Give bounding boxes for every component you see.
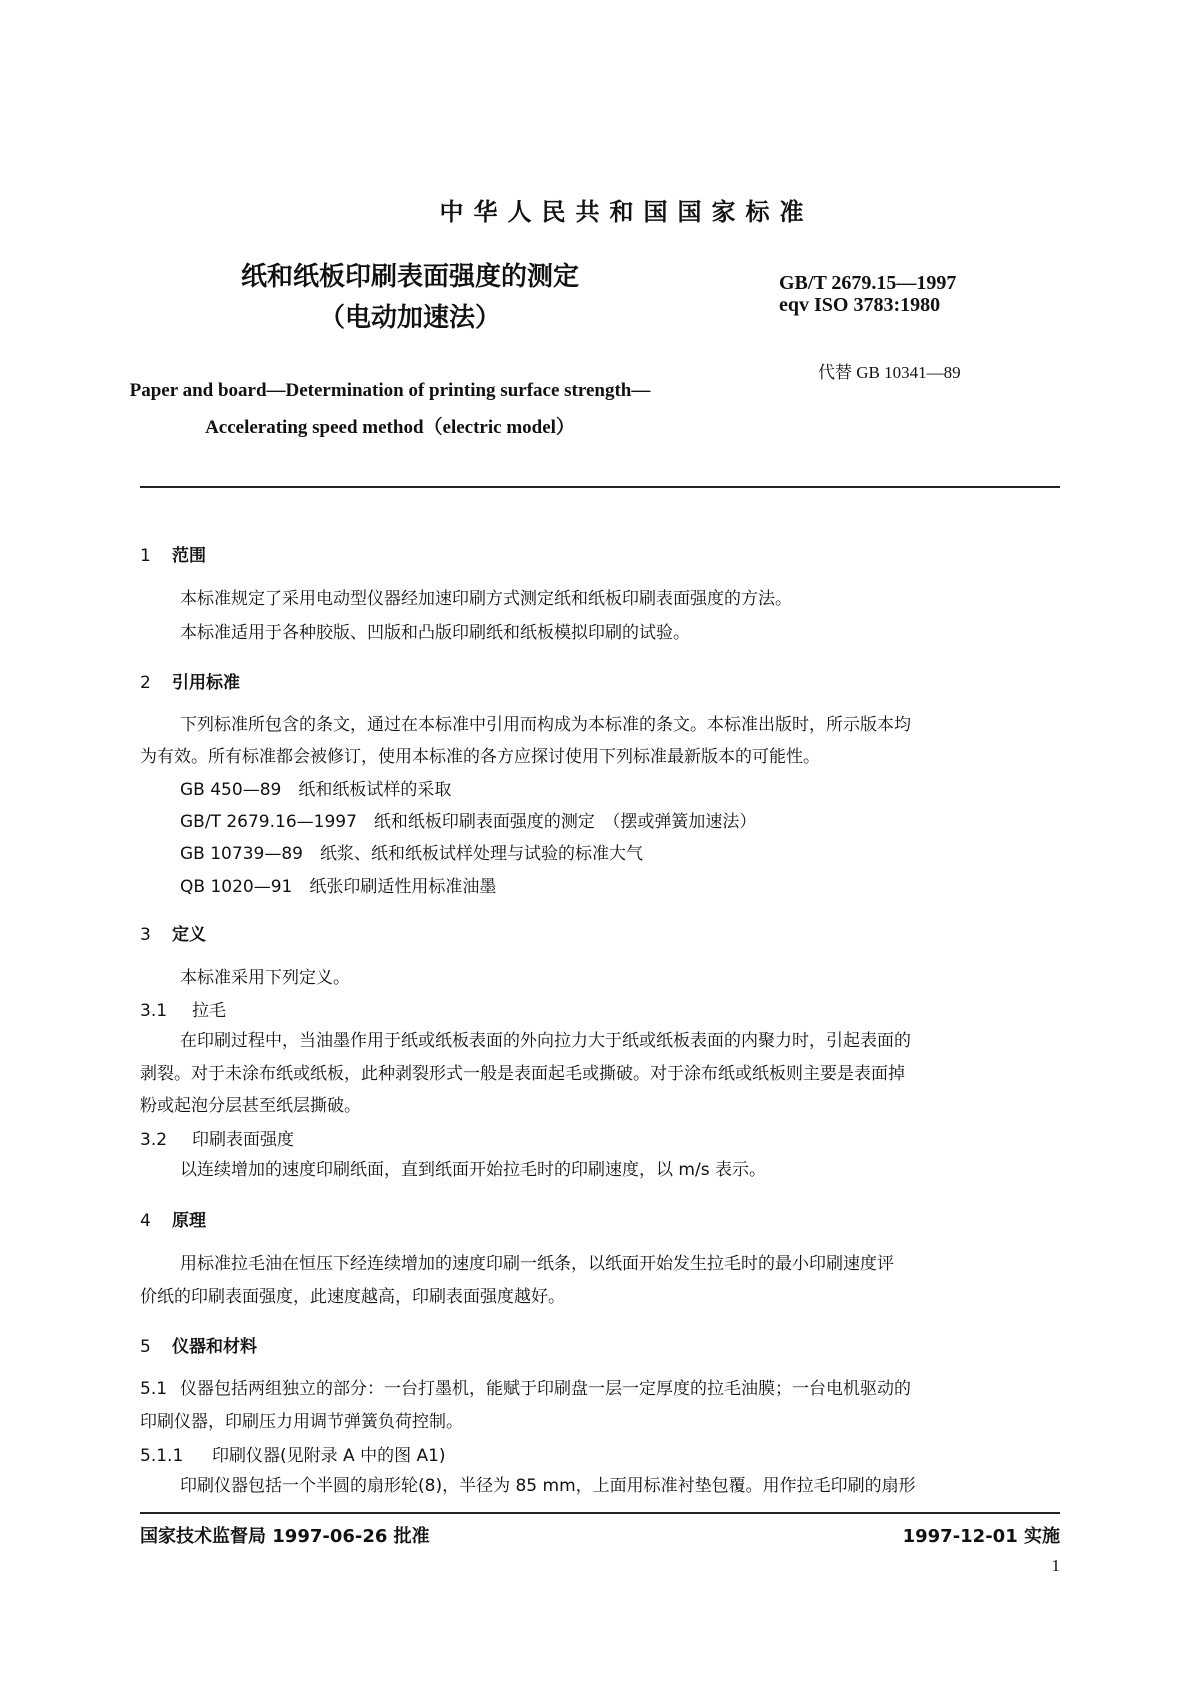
section-title: 引用标准 — [172, 673, 240, 693]
clause-5-1-1-heading — [140, 1441, 446, 1466]
section-2-heading — [140, 668, 240, 693]
definition-3-1-heading — [140, 996, 226, 1021]
section-title: 范围 — [172, 546, 206, 566]
paragraph: 本标准规定了采用电动型仪器经加速印刷方式测定纸和纸板印刷表面强度的方法。 — [180, 589, 792, 609]
section-3-heading — [140, 920, 206, 945]
paragraph-line: 下列标准所包含的条文，通过在本标准中引用而构成为本标准的条文。本标准出版时，所示版本均 — [180, 715, 911, 735]
title-cn-line2: （电动加速法） — [318, 303, 501, 333]
paragraph-line: 以连续增加的速度印刷纸面，直到纸面开始拉毛时的印刷速度，以 m/s 表示。 — [180, 1160, 766, 1180]
reference-item: GB/T 2679.16—1997 纸和纸板印刷表面强度的测定 （摆或弹簧加速法） — [180, 812, 757, 832]
standard-code: GB/T 2679.15—1997 — [779, 272, 957, 294]
paragraph-line: 为有效。所有标准都会被修订，使用本标准的各方应探讨使用下列标准最新版本的可能性。 — [140, 747, 820, 767]
paragraph: 本标准适用于各种胶版、凹版和凸版印刷纸和纸板模拟印刷的试验。 — [180, 623, 690, 643]
clause-5-1-line1 — [140, 1373, 911, 1405]
footer-divider — [140, 1512, 1060, 1514]
section-4-heading — [140, 1206, 206, 1231]
header-divider — [140, 486, 1060, 488]
reference-item: QB 1020—91 纸张印刷适性用标准油墨 — [180, 877, 497, 897]
replaces-standard: 代替 GB 10341—89 — [818, 363, 961, 382]
page-number: 1 — [1051, 1556, 1060, 1575]
paragraph-line: 印刷仪器包括一个半圆的扇形轮(8)，半径为 85 mm，上面用标准衬垫包覆。用作拉毛印刷的扇形 — [180, 1476, 916, 1496]
section-5-heading — [140, 1332, 257, 1357]
paragraph-line: 用标准拉毛油在恒压下经连续增加的速度印刷一纸条，以纸面开始发生拉毛时的最小印刷速度评 — [180, 1254, 894, 1274]
country-standard-heading: 中华人民共和国国家标准 — [439, 198, 814, 226]
equivalent-standard: eqv ISO 3783:1980 — [779, 294, 941, 316]
clause-number: 5.1.1 — [140, 1446, 184, 1466]
paragraph-line: 剥裂。对于未涂布纸或纸板，此种剥裂形式一般是表面起毛或撕破。对于涂布纸或纸板则主要是表面掉 — [140, 1064, 905, 1084]
implementation-date: 1997-12-01 实施 — [902, 1526, 1060, 1547]
clause-title: 印刷表面强度 — [192, 1130, 294, 1150]
section-number: 3 — [140, 925, 151, 945]
title-en-line1: Paper and board—Determination of printing surface strength— — [129, 380, 651, 401]
clause-title: 印刷仪器(见附录 A 中的图 A1) — [212, 1446, 446, 1466]
section-1-heading — [140, 541, 206, 566]
clause-number: 3.1 — [140, 1001, 168, 1021]
reference-item: GB 450—89 纸和纸板试样的采取 — [180, 780, 452, 800]
section-title: 仪器和材料 — [172, 1337, 257, 1357]
section-number: 5 — [140, 1337, 151, 1357]
section-title: 原理 — [172, 1211, 206, 1231]
definition-3-2-heading — [140, 1125, 294, 1150]
section-number: 4 — [140, 1211, 151, 1231]
paragraph: 本标准采用下列定义。 — [180, 968, 350, 988]
clause-number: 5.1 — [140, 1379, 168, 1399]
paragraph-line: 在印刷过程中，当油墨作用于纸或纸板表面的外向拉力大于纸或纸板表面的内聚力时，引起表面的 — [180, 1031, 911, 1051]
paragraph-line: 粉或起泡分层甚至纸层撕破。 — [140, 1096, 361, 1116]
section-title: 定义 — [172, 925, 206, 945]
clause-title: 拉毛 — [192, 1001, 226, 1021]
title-cn-line1: 纸和纸板印刷表面强度的测定 — [240, 262, 579, 292]
approval-date: 国家技术监督局 1997-06-26 批准 — [140, 1526, 430, 1547]
title-en-line2: Accelerating speed method（electric model） — [205, 417, 575, 438]
paragraph-line: 印刷仪器，印刷压力用调节弹簧负荷控制。 — [140, 1412, 463, 1432]
section-number: 1 — [140, 546, 151, 566]
clause-text: 仪器包括两组独立的部分：一台打墨机，能赋于印刷盘一层一定厚度的拉毛油膜；一台电机驱动的 — [180, 1379, 911, 1399]
clause-number: 3.2 — [140, 1130, 168, 1150]
paragraph-line: 价纸的印刷表面强度，此速度越高，印刷表面强度越好。 — [140, 1287, 565, 1307]
reference-item: GB 10739—89 纸浆、纸和纸板试样处理与试验的标准大气 — [180, 844, 643, 864]
section-number: 2 — [140, 673, 151, 693]
